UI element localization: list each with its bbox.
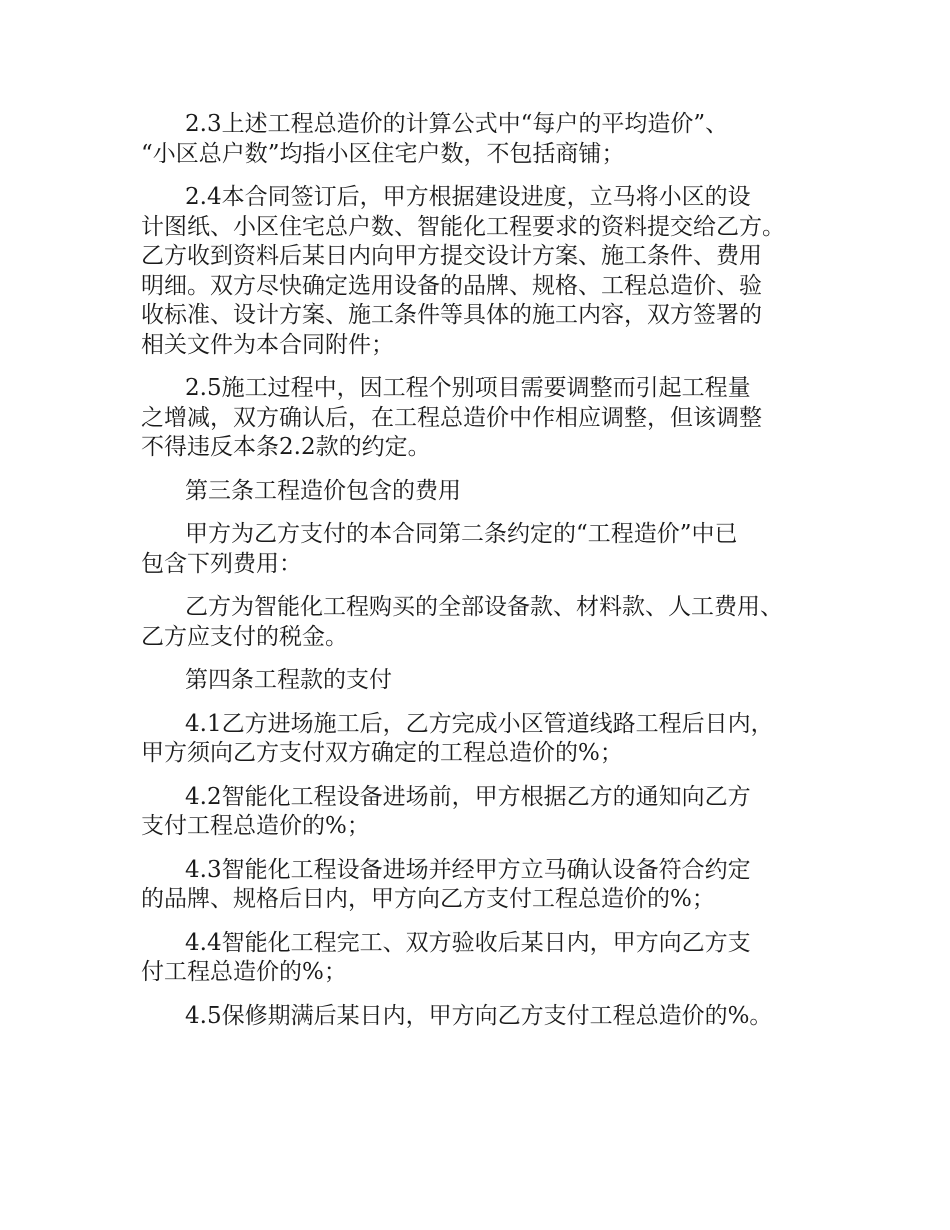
text-line: 的品牌、规格后日内，甲方向乙方支付工程总造价的%； [141,886,715,912]
text-line: 相关文件为本合同附件； [141,331,394,358]
text-line: 计图纸、小区住宅总户数、智能化工程要求的资料提交给乙方。 [141,213,785,240]
clause-4-2 [141,783,831,842]
text-line: 乙方收到资料后某日内向甲方提交设计方案、施工条件、费用 [141,243,762,269]
text-line: “小区总户数”均指小区住宅户数，不包括商铺； [141,140,625,167]
clause-2-4 [141,183,831,360]
text-line: 2.5施工过程中，因工程个别项目需要调整而引起工程量 [185,375,751,401]
article-3-costs [141,593,831,652]
text-line: 4.3智能化工程设备进场并经甲方立马确认设备符合约定 [185,856,751,883]
text-line: 4.4智能化工程完工、双方验收后某日内，甲方向乙方支 [185,929,751,956]
text-line: 明细。双方尽快确定选用设备的品牌、规格、工程总造价、验 [141,272,762,299]
text-line: 甲方须向乙方支付双方确定的工程总造价的%； [141,740,623,766]
text-line: 乙方为智能化工程购买的全部设备款、材料款、人工费用、 [185,594,783,620]
text-line: 甲方为乙方支付的本合同第二条约定的“工程造价”中已 [185,521,738,547]
text-line: 乙方应支付的税金。 [141,623,348,650]
text-line: 收标准、设计方案、施工条件等具体的施工内容，双方签署的 [141,302,762,328]
clause-4-4 [141,929,831,988]
text-line: 4.1乙方进场施工后，乙方完成小区管道线路工程后日内， [185,710,774,737]
clause-4-5 [141,1002,831,1032]
article-4-heading: 第四条工程款的支付 [185,667,392,693]
article-3-intro [141,520,831,579]
text-line: 2.4本合同签订后，甲方根据建设进度，立马将小区的设 [185,184,751,210]
text-line: 付工程总造价的%； [141,959,347,985]
document-page [141,110,831,1045]
text-line: 4.5保修期满后某日内，甲方向乙方支付工程总造价的%。 [185,1002,773,1029]
clause-2-3 [141,110,831,169]
text-line: 之增减，双方确认后，在工程总造价中作相应调整，但该调整 [141,404,762,431]
article-3-heading: 第三条工程造价包含的费用 [185,477,461,504]
text-line: 不得违反本条2.2款的约定。 [141,434,431,460]
text-line: 4.2智能化工程设备进场前，甲方根据乙方的通知向乙方 [185,783,751,810]
clause-4-3 [141,856,831,915]
text-line: 包含下列费用： [141,550,302,577]
text-line: 2.3上述工程总造价的计算公式中“每户的平均造价”、 [185,111,729,137]
text-line: 支付工程总造价的%； [141,813,370,839]
clause-4-1 [141,710,831,769]
clause-2-5 [141,374,831,463]
